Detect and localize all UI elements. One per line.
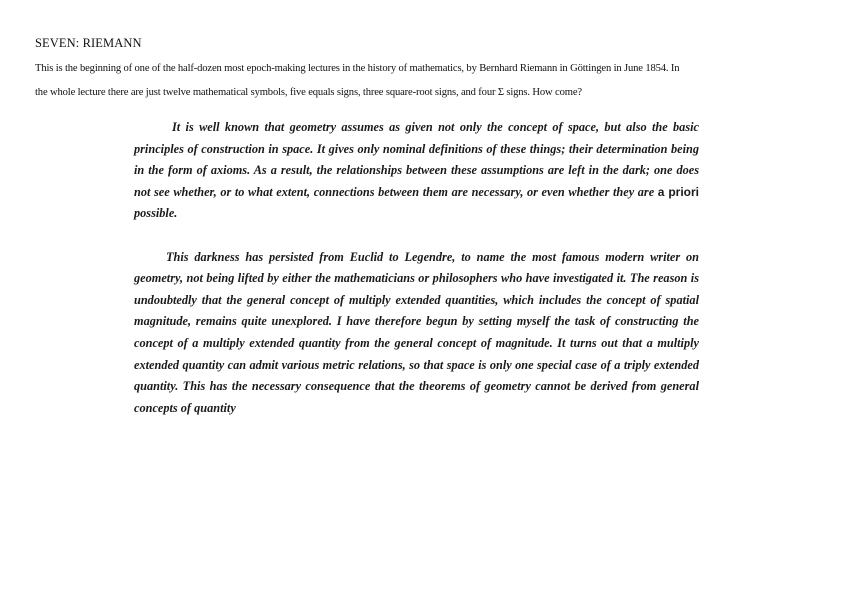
section-title: SEVEN: RIEMANN <box>35 36 142 50</box>
quote-paragraph-2: This darkness has persisted from Euclid to Legendre, to name the most famous modern writer on geometry, not being lifted by either the mathematicians or philosophers who have investigated it. The reason is undoubtedly that the general concept of multiply extended quantities, which includes the concept of spatial magnitude, remains quite unexplored. I have therefore begun by setting myself the task of constructing the concept of a multiply extended quantity from the general concept of magnitude. It turns out that a multiply extended quantity can admit various metric relations, so that space is only one special case of a triply extended quantity. This has the necessary consequence that the theorems of geometry cannot be derived from general concepts of quantity <box>134 249 699 415</box>
riemann-quote <box>134 117 699 419</box>
quote-paragraph-1 <box>134 117 699 225</box>
quote-paragraph-1-end: possible. <box>134 206 178 221</box>
intro-paragraph <box>35 57 805 105</box>
a-priori-emphasis: a priori <box>657 184 699 199</box>
intro-line-2: the whole lecture there are just twelve mathematical symbols, five equals signs, three square-root signs, and four Σ signs. How come? <box>35 87 582 98</box>
intro-line-1: This is the beginning of one of the half-dozen most epoch-making lectures in the history of mathematics, by Bernhard Riemann in Göttingen in June 1854. In <box>35 63 680 74</box>
quote-paragraph-1-text: It is well known that geometry assumes as given not only the concept of space, but also the basic principles of construction in space. It gives only nominal definitions of these things; their determination being in the form of axioms. As a result, the relationships between these assumptions are left in the dark; one does not see whether, or to what extent, connections between them are necessary, or even whether they are <box>134 120 699 199</box>
